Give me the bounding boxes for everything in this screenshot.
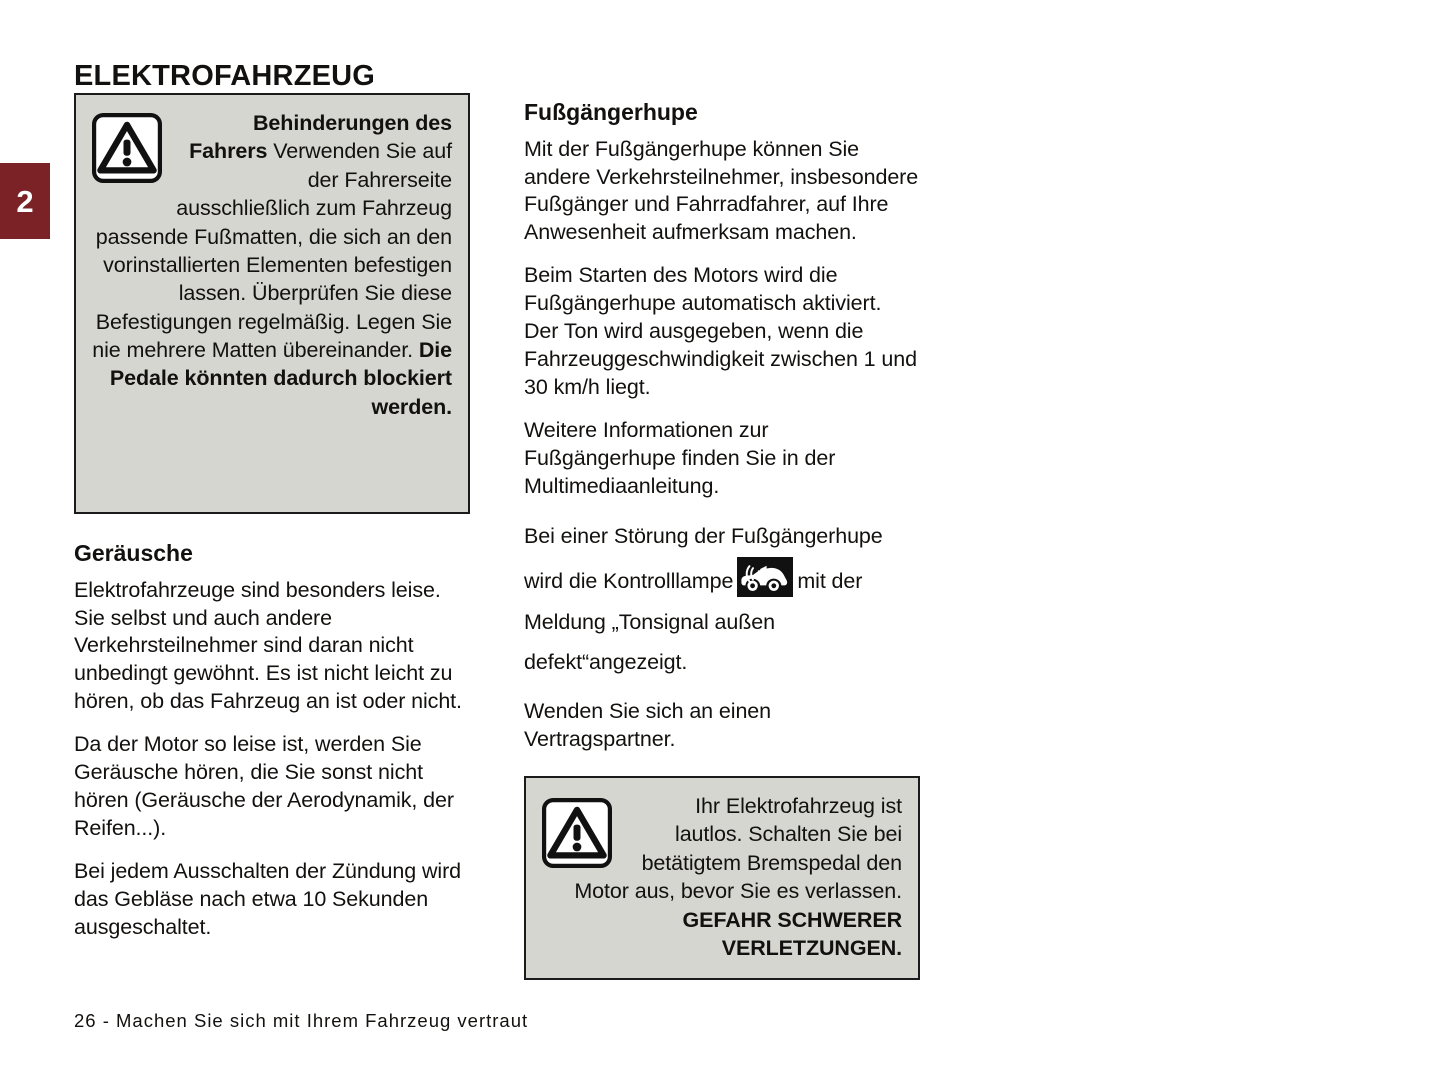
warning-box-silent-body: Ihr Elektrofahrzeug ist lautlos. Schalten Sie bei betätigtem Bremspedal den Motor aus, bevor Sie es verlassen. <box>574 794 902 904</box>
horn-malfunction-paragraph <box>524 516 920 683</box>
pedestrian-horn-warning-lamp-icon <box>737 557 793 597</box>
noise-paragraph-2: Da der Motor so leise ist, werden Sie Geräusche hören, die Sie sonst nicht hören (Geräusche der Aerodynamik, der Reifen...). <box>74 732 454 841</box>
horn-paragraph-1: Mit der Fußgängerhupe können Sie andere Verkehrsteilnehmer, insbesondere Fußgänger und Fahrradfahrer, auf Ihre Anwesenheit aufmerksam machen. <box>524 136 919 245</box>
noise-paragraph-1: Elektrofahrzeuge sind besonders leise. Sie selbst und auch andere Verkehrsteilnehmer sind daran nicht unbedingt gewöhnt. Es ist nicht leicht zu hören, ob das Fahrzeug an ist oder nicht. <box>74 577 462 714</box>
chapter-number: 2 <box>16 183 34 219</box>
warning-box-driver-heading: Behinderungen des Fahrers <box>189 111 452 164</box>
horn-paragraph-2: Beim Starten des Motors wird die Fußgängerhupe automatisch aktiviert. Der Ton wird ausgegeben, wenn die Fahrzeuggeschwindigkeit zwischen 1 und 30 km/h liegt. <box>524 263 917 400</box>
warning-triangle-icon <box>92 113 162 183</box>
section-heading-pedestrian-horn: Fußgängerhupe <box>524 99 698 125</box>
left-column <box>74 93 470 957</box>
right-column <box>524 93 920 980</box>
chapter-tab <box>0 163 50 239</box>
warning-box-driver-body: Verwenden Sie auf der Fahrerseite ausschließlich zum Fahrzeug passende Fußmatten, die sich an den vorinstallierten Elementen befestigen lassen. Überprüfen Sie diese Befestigungen regelmäßig. Legen Sie nie mehrere Matten übereinander. <box>92 139 452 362</box>
noise-paragraph-3: Bei jedem Ausschalten der Zündung wird das Gebläse nach etwa 10 Sekunden ausgeschaltet. <box>74 859 462 939</box>
warning-box-driver-bold: Die Pedale könnten dadurch blockiert werden. <box>109 338 452 419</box>
horn-malfunction-text-before: Bei einer Störung der Fußgängerhupe wird die Kontrolllampe <box>524 523 883 593</box>
horn-paragraph-3: Weitere Informationen zur Fußgängerhupe finden Sie in der Multimediaanleitung. <box>524 418 836 498</box>
horn-closing-paragraph: Wenden Sie sich an einen Vertragspartner. <box>524 699 772 752</box>
horn-malfunction-text-after: mit der Meldung „Tonsignal außen defekt“angezeigt. <box>524 568 863 675</box>
warning-triangle-icon <box>542 798 612 868</box>
section-heading-noise: Geräusche <box>74 540 193 566</box>
warning-box-driver-obstruction <box>74 93 470 514</box>
warning-box-silent-vehicle <box>524 776 920 980</box>
warning-box-silent-bold: GEFAHR SCHWERER VERLETZUNGEN. <box>682 907 902 960</box>
page-content <box>74 0 1371 1070</box>
page-footer: 26 - Machen Sie sich mit Ihrem Fahrzeug vertraut <box>74 1010 529 1031</box>
page-title: ELEKTROFAHRZEUG <box>74 60 376 93</box>
